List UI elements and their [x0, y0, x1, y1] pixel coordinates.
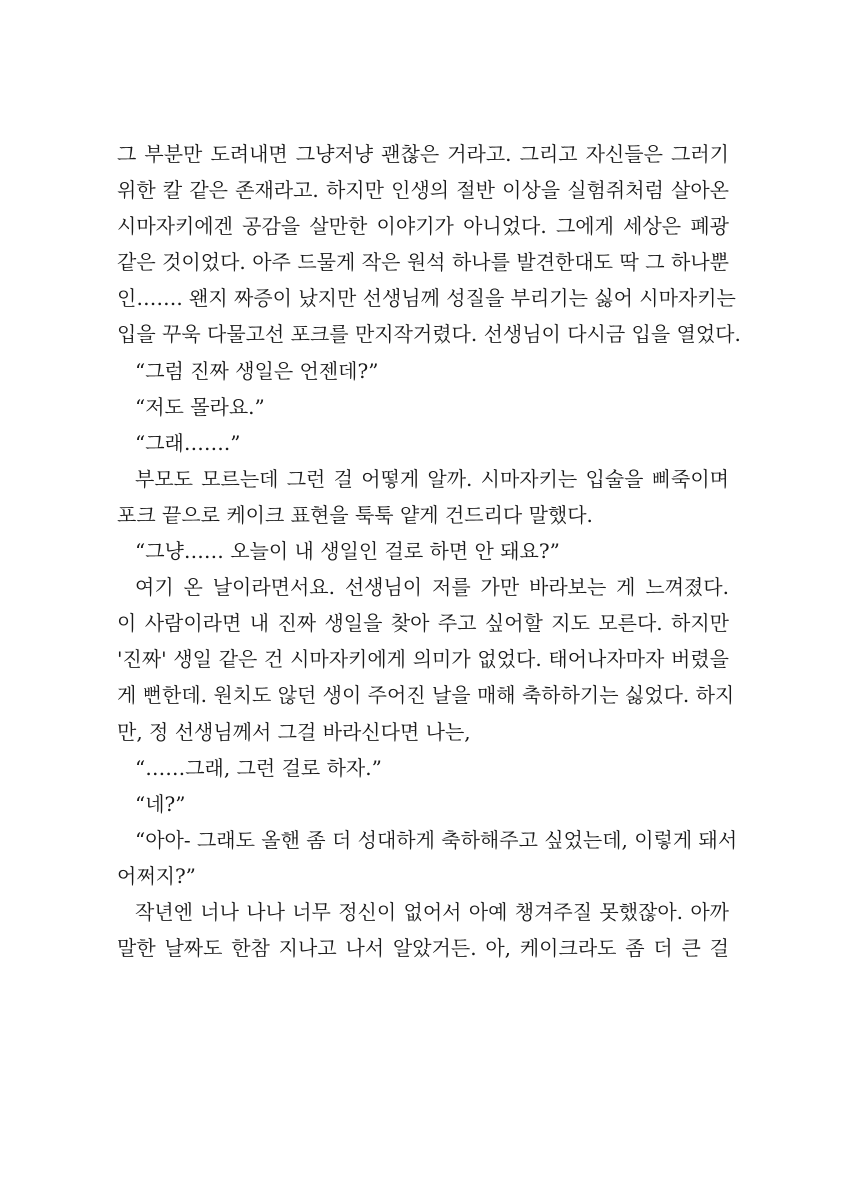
- text-line: 부모도 모르는데 그런 걸 어떻게 알까. 시마자키는 입술을 삐죽이며: [135, 466, 729, 491]
- dialogue-line: “아아- 그래도 올핸 좀 더 성대하게 축하해주고 싶었는데, 이렇게 돼서: [135, 827, 738, 852]
- dialogue-line: “네?”: [135, 791, 186, 816]
- dialogue-line: 어쩌지?”: [117, 863, 196, 888]
- text-line: 같은 것이었다. 아주 드물게 작은 원석 하나를 발견한대도 딱 그 하나뿐: [117, 250, 729, 275]
- text-line: 만, 정 선생님께서 그걸 바라신다면 나는,: [117, 719, 471, 744]
- text-line: 여기 온 날이라면서요. 선생님이 저를 가만 바라보는 게 느껴졌다.: [135, 575, 729, 600]
- dialogue-line: “그래…….”: [135, 430, 241, 455]
- text-line: 인……. 왠지 짜증이 났지만 선생님께 성질을 부리기는 싫어 시마자키는: [117, 286, 736, 311]
- dialogue-line: “그냥…… 오늘이 내 생일인 걸로 하면 안 돼요?”: [135, 539, 560, 564]
- text-line: 위한 칼 같은 존재라고. 하지만 인생의 절반 이상을 실험쥐처럼 살아온: [117, 178, 729, 203]
- text-line: 말한 날짜도 한참 지나고 나서 알았거든. 아, 케이크라도 좀 더 큰 걸: [117, 936, 729, 961]
- dialogue-line: “저도 몰라요.”: [135, 394, 265, 419]
- dialogue-line: “……그래, 그런 걸로 하자.”: [135, 755, 382, 780]
- dialogue-line: “그럼 진짜 생일은 언젠데?”: [135, 358, 379, 383]
- text-line: 이 사람이라면 내 진짜 생일을 찾아 주고 싶어할 지도 모른다. 하지만: [117, 611, 729, 636]
- text-line: 게 뻔한데. 원치도 않던 생이 주어진 날을 매해 축하하기는 싫었다. 하지: [117, 683, 735, 708]
- document-page: [117, 136, 741, 966]
- text-line: 작년엔 너나 나나 너무 정신이 없어서 아예 챙겨주질 못했잖아. 아까: [135, 899, 729, 924]
- text-line: 시마자키에겐 공감을 살만한 이야기가 아니었다. 그에게 세상은 폐광: [117, 214, 729, 239]
- text-line: 포크 끝으로 케이크 표현을 툭툭 얕게 건드리다 말했다.: [117, 502, 593, 527]
- text-line: 입을 꾸욱 다물고선 포크를 만지작거렸다. 선생님이 다시금 입을 열었다.: [117, 322, 741, 347]
- text-line: '진짜' 생일 같은 건 시마자키에게 의미가 없었다. 태어나자마자 버렸을: [117, 647, 729, 672]
- text-line: 그 부분만 도려내면 그냥저냥 괜찮은 거라고. 그리고 자신들은 그러기: [117, 142, 729, 166]
